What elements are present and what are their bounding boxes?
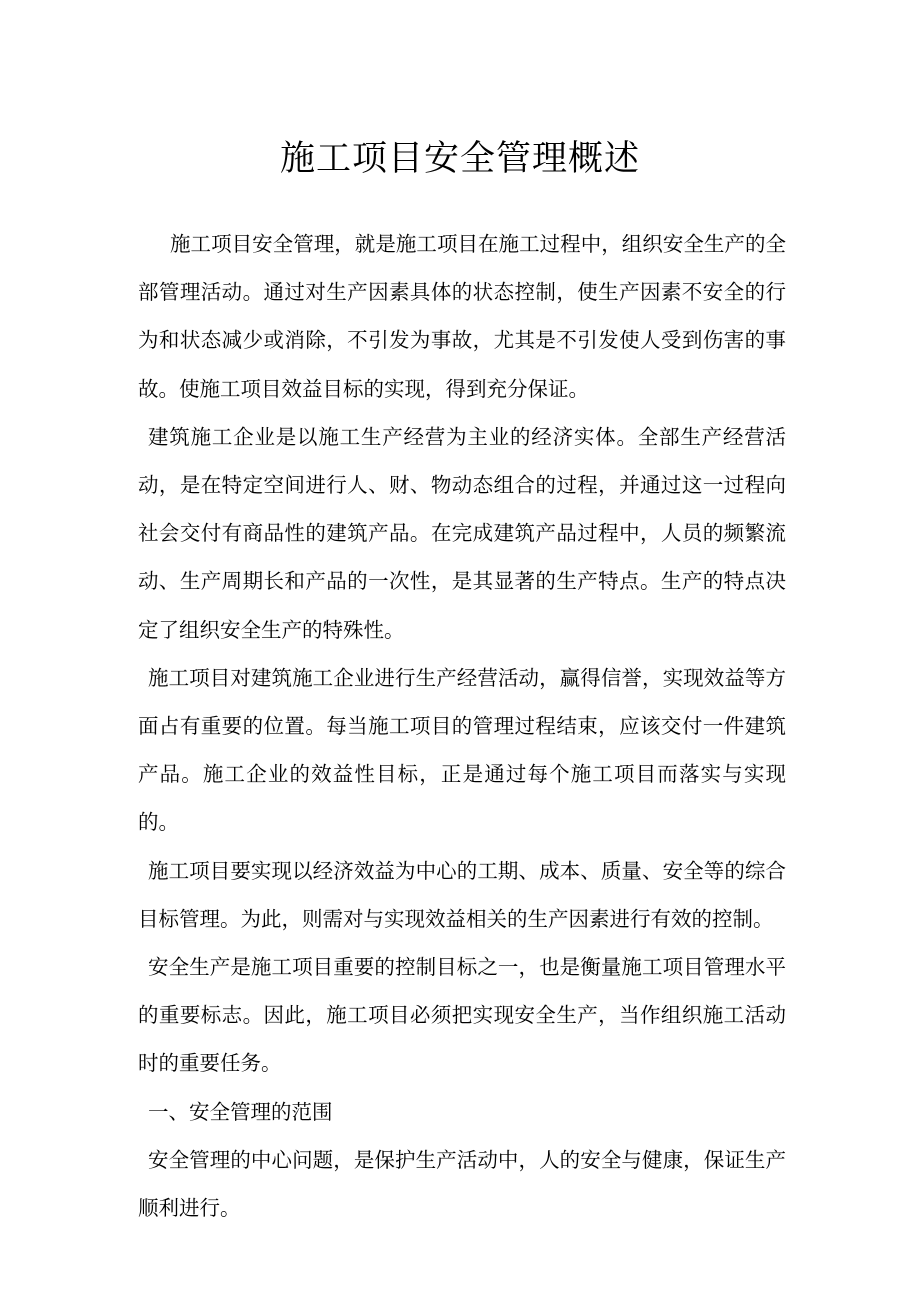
paragraph-scope: 安全管理的中心问题，是保护生产活动中，人的安全与健康，保证生产顺利进行。 — [138, 1147, 786, 1221]
document-title: 施工项目安全管理概述 — [279, 139, 640, 179]
paragraph-safety-goal: 安全生产是施工项目重要的控制目标之一，也是衡量施工项目管理水平的重要标志。因此，施工项目必须把实现安全生产，当作组织施工活动时的重要任务。 — [138, 955, 786, 1076]
paragraph-enterprise: 建筑施工企业是以施工生产经营为主业的经济实体。全部生产经营活动，是在特定空间进行人、财、物动态组合的过程，并通过这一过程向社会交付有商品性的建筑产品。在完成建筑产品过程中，人员的频繁流动、生产周期长和产品的一次性，是其显著的生产特点。生产的特点决定了组织安全生产的特殊性。 — [138, 424, 786, 642]
paragraph-project-role: 施工项目对建筑施工企业进行生产经营活动，赢得信誉，实现效益等方面占有重要的位置。每当施工项目的管理过程结束，应该交付一件建筑产品。施工企业的效益性目标，正是通过每个施工项目而落实与实现的。 — [138, 665, 786, 835]
paragraph-intro: 施工项目安全管理，就是施工项目在施工过程中，组织安全生产的全部管理活动。通过对生产因素具体的状态控制，使生产因素不安全的行为和状态减少或消除，不引发为事故，尤其是不引发使人受到伤害的事故。使施工项目效益目标的实现，得到充分保证。 — [138, 232, 786, 401]
paragraph-objectives: 施工项目要实现以经济效益为中心的工期、成本、质量、安全等的综合目标管理。为此，则需对与实现效益相关的生产因素进行有效的控制。 — [138, 858, 786, 931]
section-heading-scope: 一、安全管理的范围 — [148, 1099, 333, 1124]
document-body — [138, 220, 786, 1232]
